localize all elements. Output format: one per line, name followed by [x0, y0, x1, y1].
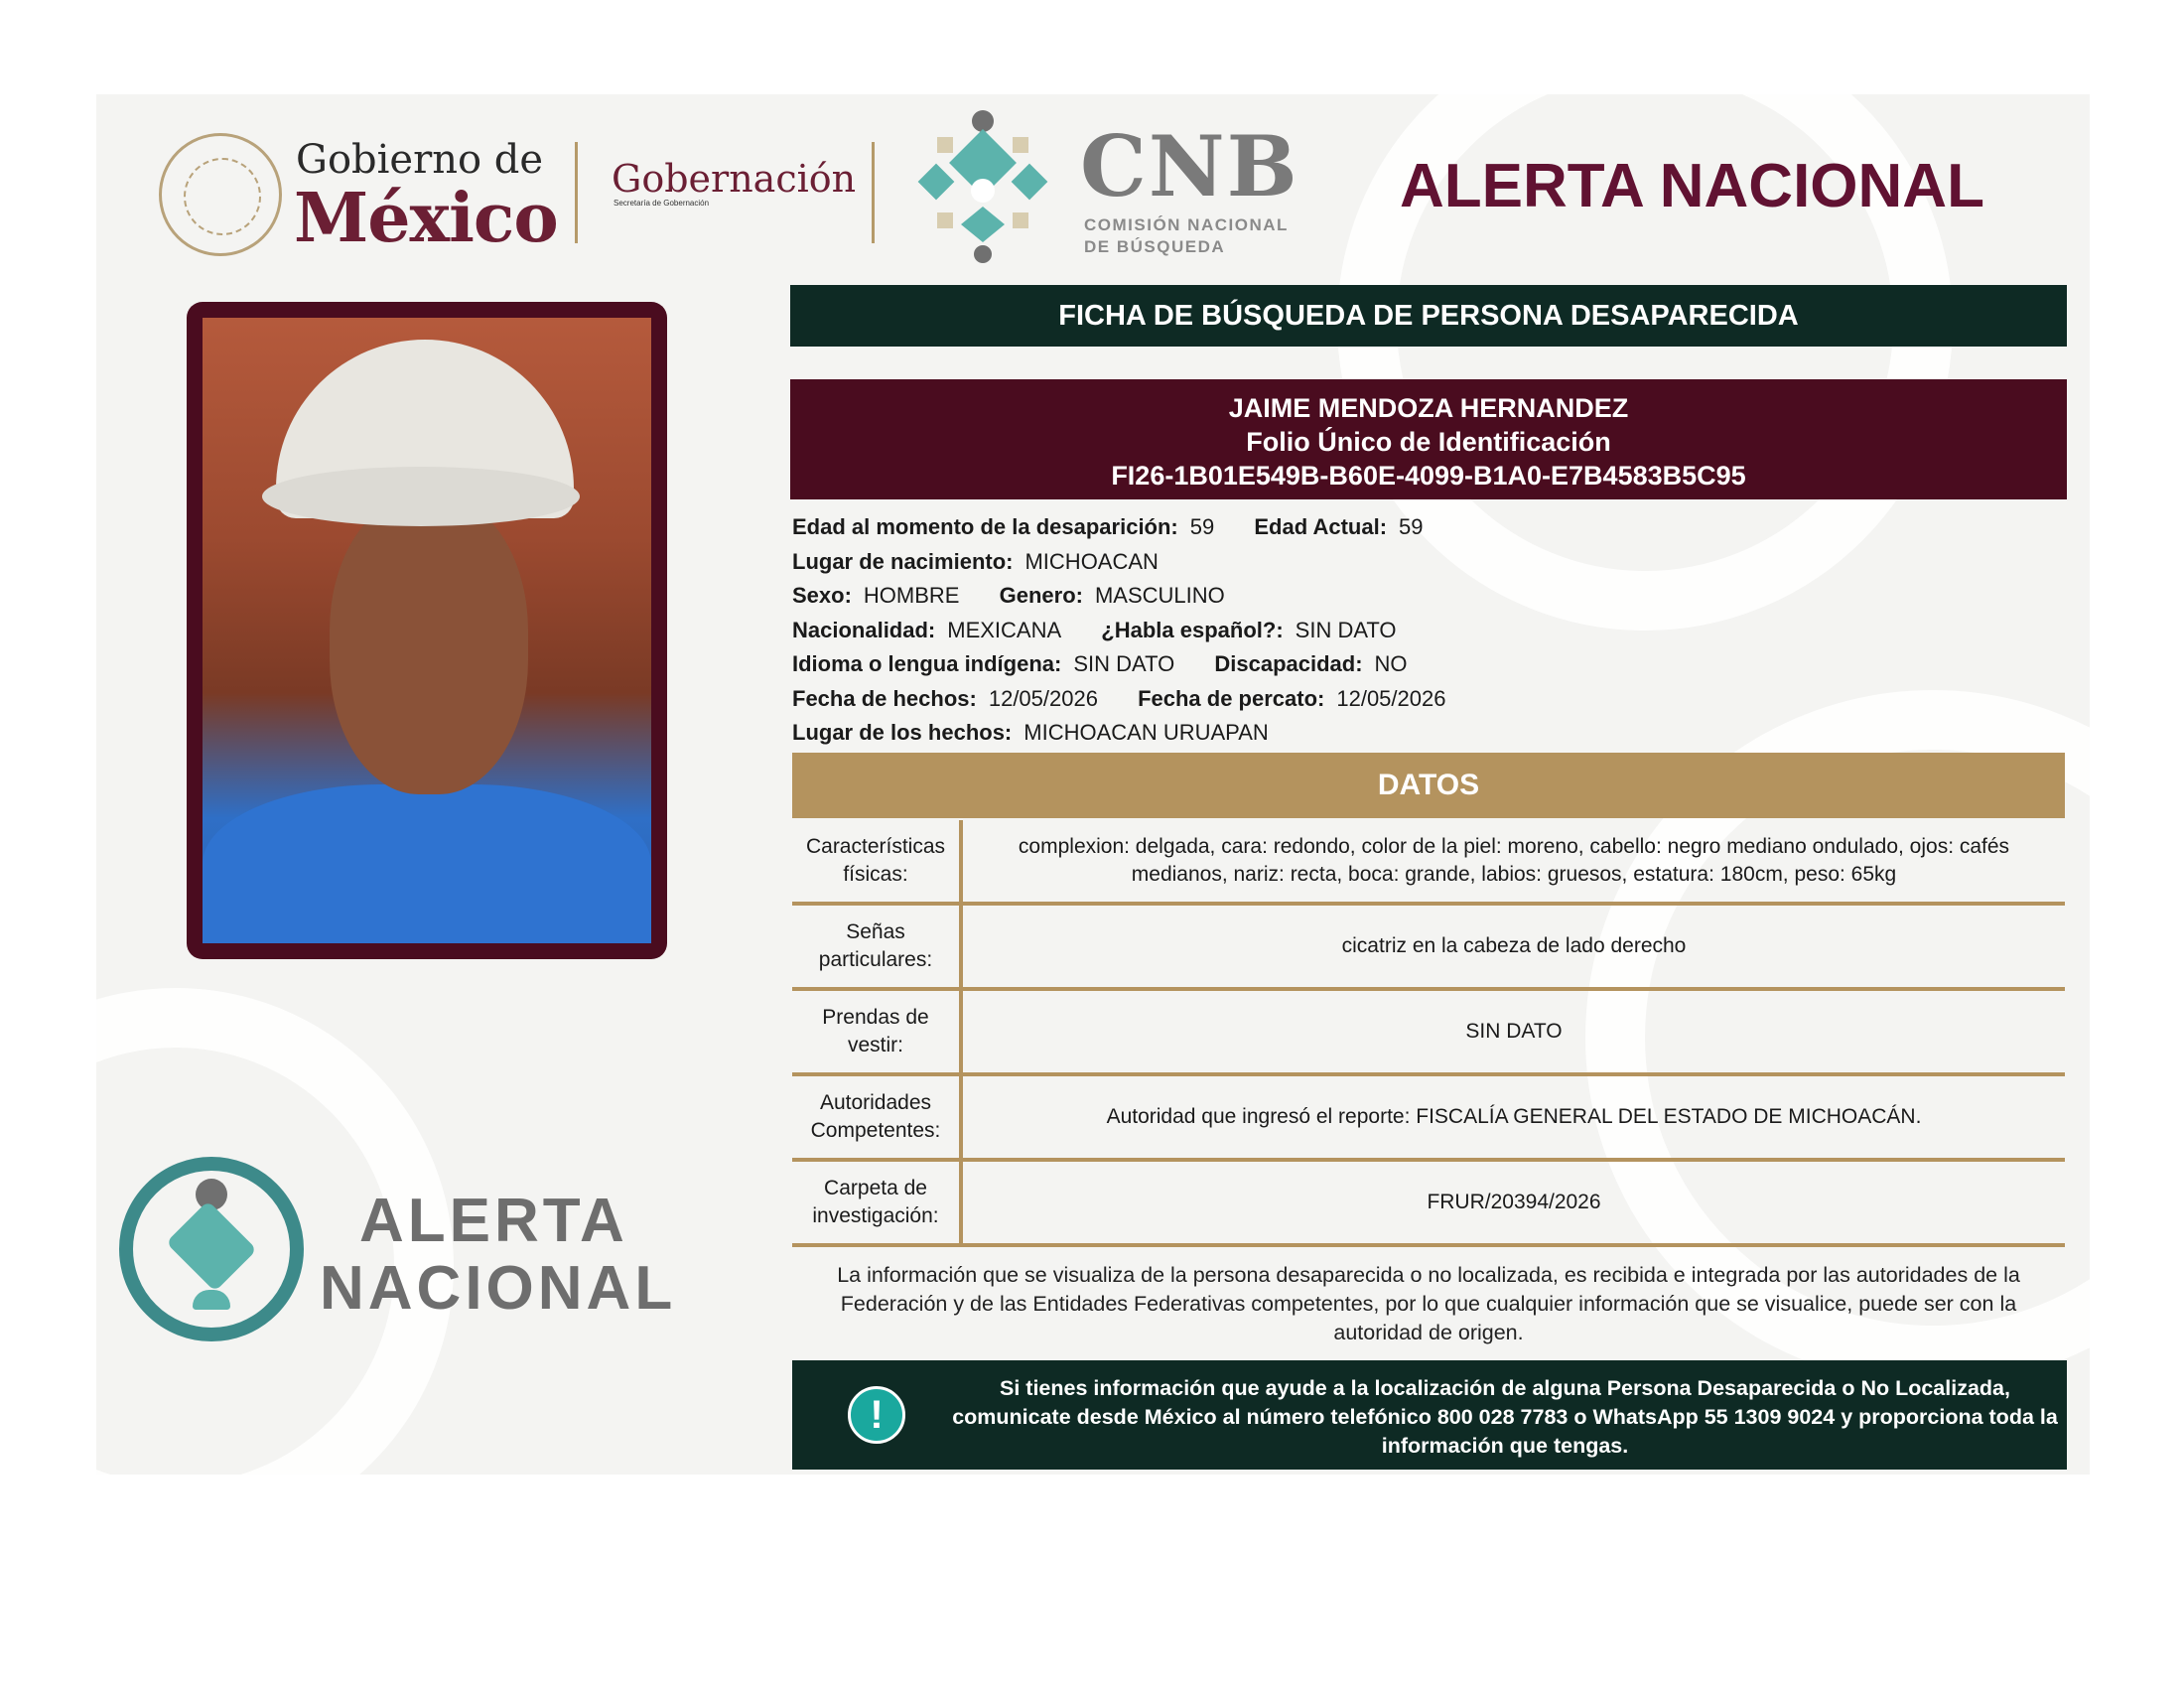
habla-espanol-value: SIN DATO: [1295, 617, 1397, 642]
edad-desaparicion-label: Edad al momento de la desaparición:: [792, 514, 1178, 539]
idioma-value: SIN DATO: [1073, 651, 1175, 676]
person-photo-frame: [187, 302, 667, 959]
edad-actual-value: 59: [1399, 514, 1424, 539]
datos-value: SIN DATO: [1465, 1020, 1563, 1043]
edad-desaparicion-value: 59: [1189, 514, 1215, 539]
person-name-bar: [790, 379, 2067, 499]
alerta-nacional-logo-text: [320, 1188, 676, 1323]
info-row: [792, 545, 2063, 580]
lugar-hechos-label: Lugar de los hechos:: [792, 720, 1013, 745]
alerta-nacional-emblem-icon: [119, 1157, 304, 1341]
person-name: JAIME MENDOZA HERNANDEZ: [1228, 393, 1629, 423]
nacionalidad-value: MEXICANA: [947, 617, 1062, 642]
logo-line1: ALERTA: [359, 1187, 628, 1255]
person-photo: [203, 318, 651, 943]
datos-row: [792, 820, 2065, 906]
fecha-percato-value: 12/05/2026: [1336, 685, 1446, 711]
datos-value: FRUR/20394/2026: [1427, 1191, 1601, 1213]
datos-label: Autoridades Competentes:: [792, 1076, 963, 1158]
exclamation-icon: !: [848, 1386, 905, 1444]
genero-value: MASCULINO: [1094, 583, 1225, 608]
cnb-title: CNB: [1080, 117, 1299, 215]
cnb-subtitle-line2: DE BÚSQUEDA: [1084, 237, 1226, 256]
datos-row: [792, 1162, 2065, 1247]
gobierno-de-text: Gobierno de: [296, 137, 544, 183]
habla-espanol-label: ¿Habla español?:: [1101, 617, 1284, 642]
datos-label: Carpeta de investigación:: [792, 1162, 963, 1243]
folio-value: FI26-1B01E549B-B60E-4099-B1A0-E7B4583B5C95: [1111, 461, 1746, 491]
datos-label: Prendas de vestir:: [792, 991, 963, 1072]
contact-text: Si tienes información que ayude a la localización de alguna Persona Desaparecida o No Localizada, comunicate desde México al número telefónico 800 028 7783 o WhatsApp 55 1309 9024 y proporciona toda la información que tengas.: [952, 1376, 2058, 1458]
header-divider: [575, 142, 578, 243]
logo-line2: NACIONAL: [320, 1254, 677, 1323]
discapacidad-value: NO: [1374, 651, 1408, 676]
info-row: [792, 647, 2063, 682]
cnb-subtitle: [1084, 214, 1289, 258]
datos-value: Autoridad que ingresó el reporte: FISCALÍA GENERAL DEL ESTADO DE MICHOACÁN.: [1106, 1105, 1922, 1128]
photo-face: [330, 496, 528, 794]
lugar-nacimiento-label: Lugar de nacimiento:: [792, 548, 1014, 574]
edad-actual-label: Edad Actual:: [1254, 514, 1388, 539]
fecha-hechos-label: Fecha de hechos:: [792, 685, 977, 711]
genero-label: Genero:: [999, 583, 1083, 608]
datos-value: complexion: delgada, cara: redondo, color de la piel: moreno, cabello: negro mediano ondulado, ojos: cafés medianos, nariz: recta, boca: grande, labios: gruesos, estatura: 180cm, peso: 65kg: [1018, 835, 2010, 886]
folio-label: Folio Único de Identificación: [1246, 427, 1611, 457]
contact-bar: [792, 1360, 2067, 1470]
emblem-body: [166, 1200, 257, 1292]
gobernacion-logo: Gobernación: [612, 157, 857, 201]
datos-label: Características físicas:: [792, 820, 963, 902]
info-row: [792, 716, 2063, 751]
cnb-subtitle-line1: COMISIÓN NACIONAL: [1084, 215, 1289, 234]
disclaimer-text: La información que se visualiza de la persona desaparecida o no localizada, es recibida e integrada por las autoridades de la Federación y de las Entidades Federativas competentes, por lo que cualquier información que se visualice, puede ser con la autoridad de origen.: [837, 1263, 2020, 1344]
datos-title-bar: DATOS: [792, 753, 2065, 818]
sexo-value: HOMBRE: [863, 583, 960, 608]
header-divider: [872, 142, 875, 243]
datos-label: Señas particulares:: [792, 906, 963, 987]
info-row: [792, 614, 2063, 648]
idioma-label: Idioma o lengua indígena:: [792, 651, 1062, 676]
mexico-text: México: [294, 179, 558, 258]
nacionalidad-label: Nacionalidad:: [792, 617, 936, 642]
sexo-label: Sexo:: [792, 583, 852, 608]
info-row: [792, 579, 2063, 614]
photo-cap-brim: [262, 467, 580, 526]
info-row: [792, 510, 2063, 545]
datos-row: [792, 906, 2065, 991]
discapacidad-label: Discapacidad:: [1214, 651, 1363, 676]
gobernacion-subtitle: Secretaría de Gobernación: [614, 199, 710, 208]
photo-shirt: [203, 784, 651, 943]
person-info: [792, 510, 2063, 751]
national-seal-icon: [159, 133, 282, 256]
datos-row: [792, 991, 2065, 1076]
info-row: [792, 682, 2063, 717]
gobierno-de-mexico-logo: [159, 129, 556, 256]
fecha-percato-label: Fecha de percato:: [1138, 685, 1325, 711]
datos-row: [792, 1076, 2065, 1162]
fecha-hechos-value: 12/05/2026: [988, 685, 1098, 711]
cnb-emblem-icon: [903, 107, 1062, 266]
lugar-nacimiento-value: MICHOACAN: [1024, 548, 1159, 574]
datos-value: cicatriz en la cabeza de lado derecho: [1341, 934, 1687, 957]
lugar-hechos-value: MICHOACAN URUAPAN: [1024, 720, 1269, 745]
ficha-title-bar: FICHA DE BÚSQUEDA DE PERSONA DESAPARECIDA: [790, 285, 2067, 347]
alerta-nacional-title: ALERTA NACIONAL: [1400, 152, 1984, 220]
datos-table: [792, 820, 2065, 1247]
emblem-foot: [193, 1290, 230, 1310]
